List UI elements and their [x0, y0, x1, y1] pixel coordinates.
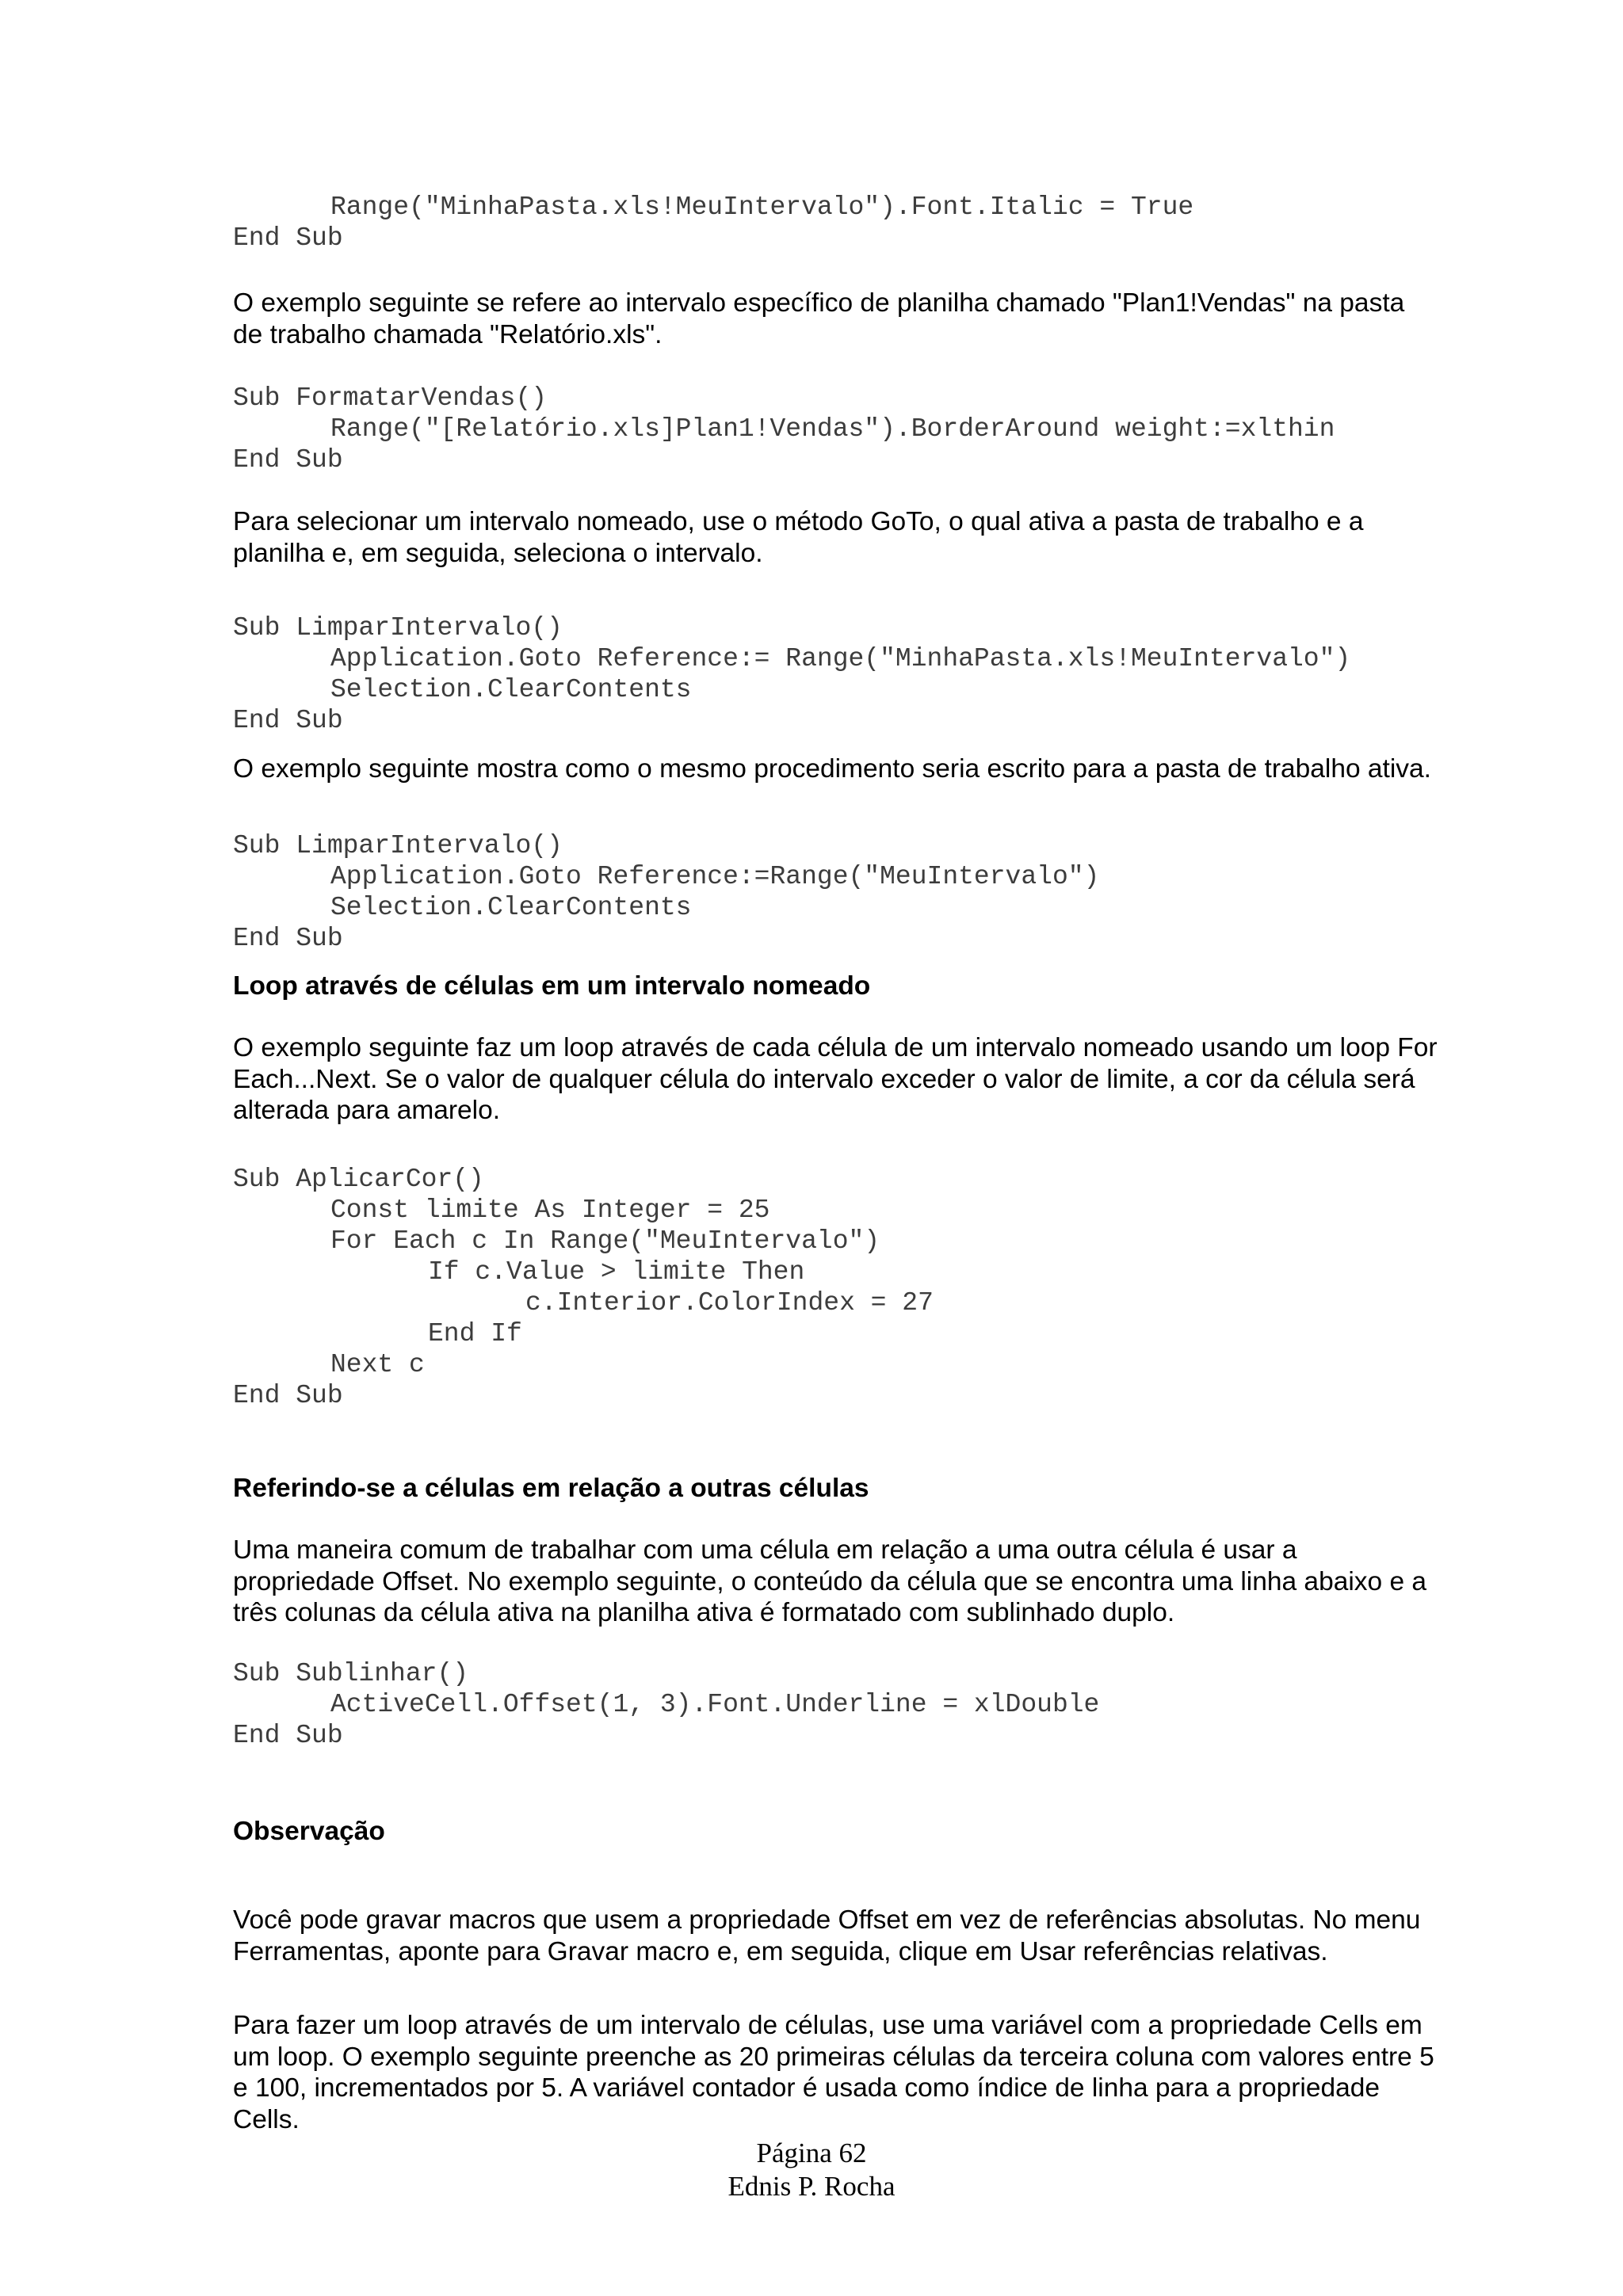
paragraph-line: Para fazer um loop através de um intervalo de células, use uma variável com a propriedade Cells em [233, 2011, 1423, 2040]
paragraph [233, 2010, 1485, 2135]
paragraph-line: propriedade Offset. No exemplo seguinte, o conteúdo da célula que se encontra uma linha abaixo e a [233, 1566, 1427, 1596]
code-line: End Sub [233, 706, 343, 735]
code-line: Sub FormatarVendas() [233, 383, 548, 413]
paragraph-line: três colunas da célula ativa na planilha ativa é formatado com sublinhado duplo. [233, 1598, 1175, 1627]
paragraph-line: Para selecionar um intervalo nomeado, use o método GoTo, o qual ativa a pasta de trabalho e a [233, 507, 1364, 536]
paragraph [233, 1905, 1485, 1967]
code-line: Range("[Relatório.xls]Plan1!Vendas").BorderAround weight:=xlthin [330, 414, 1335, 444]
paragraph-line: alterada para amarelo. [233, 1096, 501, 1125]
code-block [233, 1658, 1099, 1751]
code-line: Sub LimparIntervalo() [233, 831, 563, 860]
section-heading: Loop através de células em um intervalo nomeado [233, 971, 871, 1001]
code-line: Sub Sublinhar() [233, 1659, 469, 1688]
code-line: Application.Goto Reference:= Range("MinhaPasta.xls!MeuIntervalo") [330, 644, 1351, 673]
code-line: Application.Goto Reference:=Range("MeuIntervalo") [330, 862, 1100, 891]
code-line: c.Interior.ColorIndex = 27 [525, 1288, 934, 1318]
paragraph-line: Ferramentas, aponte para Gravar macro e, em seguida, clique em Usar referências relativas. [233, 1936, 1328, 1966]
paragraph-line: um loop. O exemplo seguinte preenche as 20 primeiras células da terceira coluna com valores entre 5 [233, 2042, 1434, 2072]
paragraph-line: Each...Next. Se o valor de qualquer célula do intervalo exceder o valor de limite, a cor da célula será [233, 1064, 1415, 1094]
code-line: Const limite As Integer = 25 [330, 1196, 770, 1225]
page-number: Página 62 [756, 2138, 867, 2168]
code-line: Range("MinhaPasta.xls!MeuIntervalo").Font.Italic = True [330, 193, 1194, 222]
code-block [233, 383, 1335, 475]
code-line: Sub LimparIntervalo() [233, 613, 563, 643]
code-line: End Sub [233, 924, 343, 953]
paragraph-line: Uma maneira comum de trabalhar com uma célula em relação a uma outra célula é usar a [233, 1535, 1297, 1565]
code-line: End If [428, 1319, 522, 1348]
code-block [233, 192, 1193, 254]
code-line: For Each c In Range("MeuIntervalo") [330, 1226, 880, 1256]
paragraph-line: Cells. [233, 2104, 300, 2134]
code-line: End Sub [233, 223, 343, 253]
code-line: End Sub [233, 445, 343, 475]
code-block [233, 830, 1099, 954]
paragraph [233, 753, 1485, 785]
section-heading: Referindo-se a células em relação a outras células [233, 1474, 869, 1503]
code-line: Next c [330, 1350, 425, 1379]
code-block [233, 1164, 934, 1411]
paragraph [233, 1032, 1485, 1127]
author-name: Ednis P. Rocha [727, 2171, 896, 2202]
code-line: End Sub [233, 1381, 343, 1410]
paragraph [233, 1535, 1485, 1629]
paragraph-line: de trabalho chamada "Relatório.xls". [233, 319, 663, 349]
paragraph-line: planilha e, em seguida, seleciona o intervalo. [233, 538, 763, 568]
code-line: ActiveCell.Offset(1, 3).Font.Underline = xlDouble [330, 1690, 1100, 1719]
code-line: Selection.ClearContents [330, 675, 692, 704]
paragraph [233, 506, 1485, 569]
paragraph-line: Você pode gravar macros que usem a propriedade Offset em vez de referências absolutas. No menu [233, 1905, 1421, 1935]
code-line: End Sub [233, 1721, 343, 1750]
paragraph-line: e 100, incrementados por 5. A variável contador é usada como índice de linha para a propriedade [233, 2073, 1381, 2103]
paragraph-line: O exemplo seguinte mostra como o mesmo procedimento seria escrito para a pasta de trabalho ativa. [233, 754, 1431, 784]
code-line: If c.Value > limite Then [428, 1257, 805, 1287]
code-line: Selection.ClearContents [330, 893, 692, 922]
code-line: Sub AplicarCor() [233, 1165, 484, 1194]
code-block [233, 612, 1350, 736]
paragraph [233, 288, 1485, 350]
section-heading: Observação [233, 1817, 385, 1846]
paragraph-line: O exemplo seguinte faz um loop através de cada célula de um intervalo nomeado usando um loop For [233, 1033, 1438, 1062]
paragraph-line: O exemplo seguinte se refere ao intervalo específico de planilha chamado "Plan1!Vendas" na pasta [233, 288, 1405, 318]
